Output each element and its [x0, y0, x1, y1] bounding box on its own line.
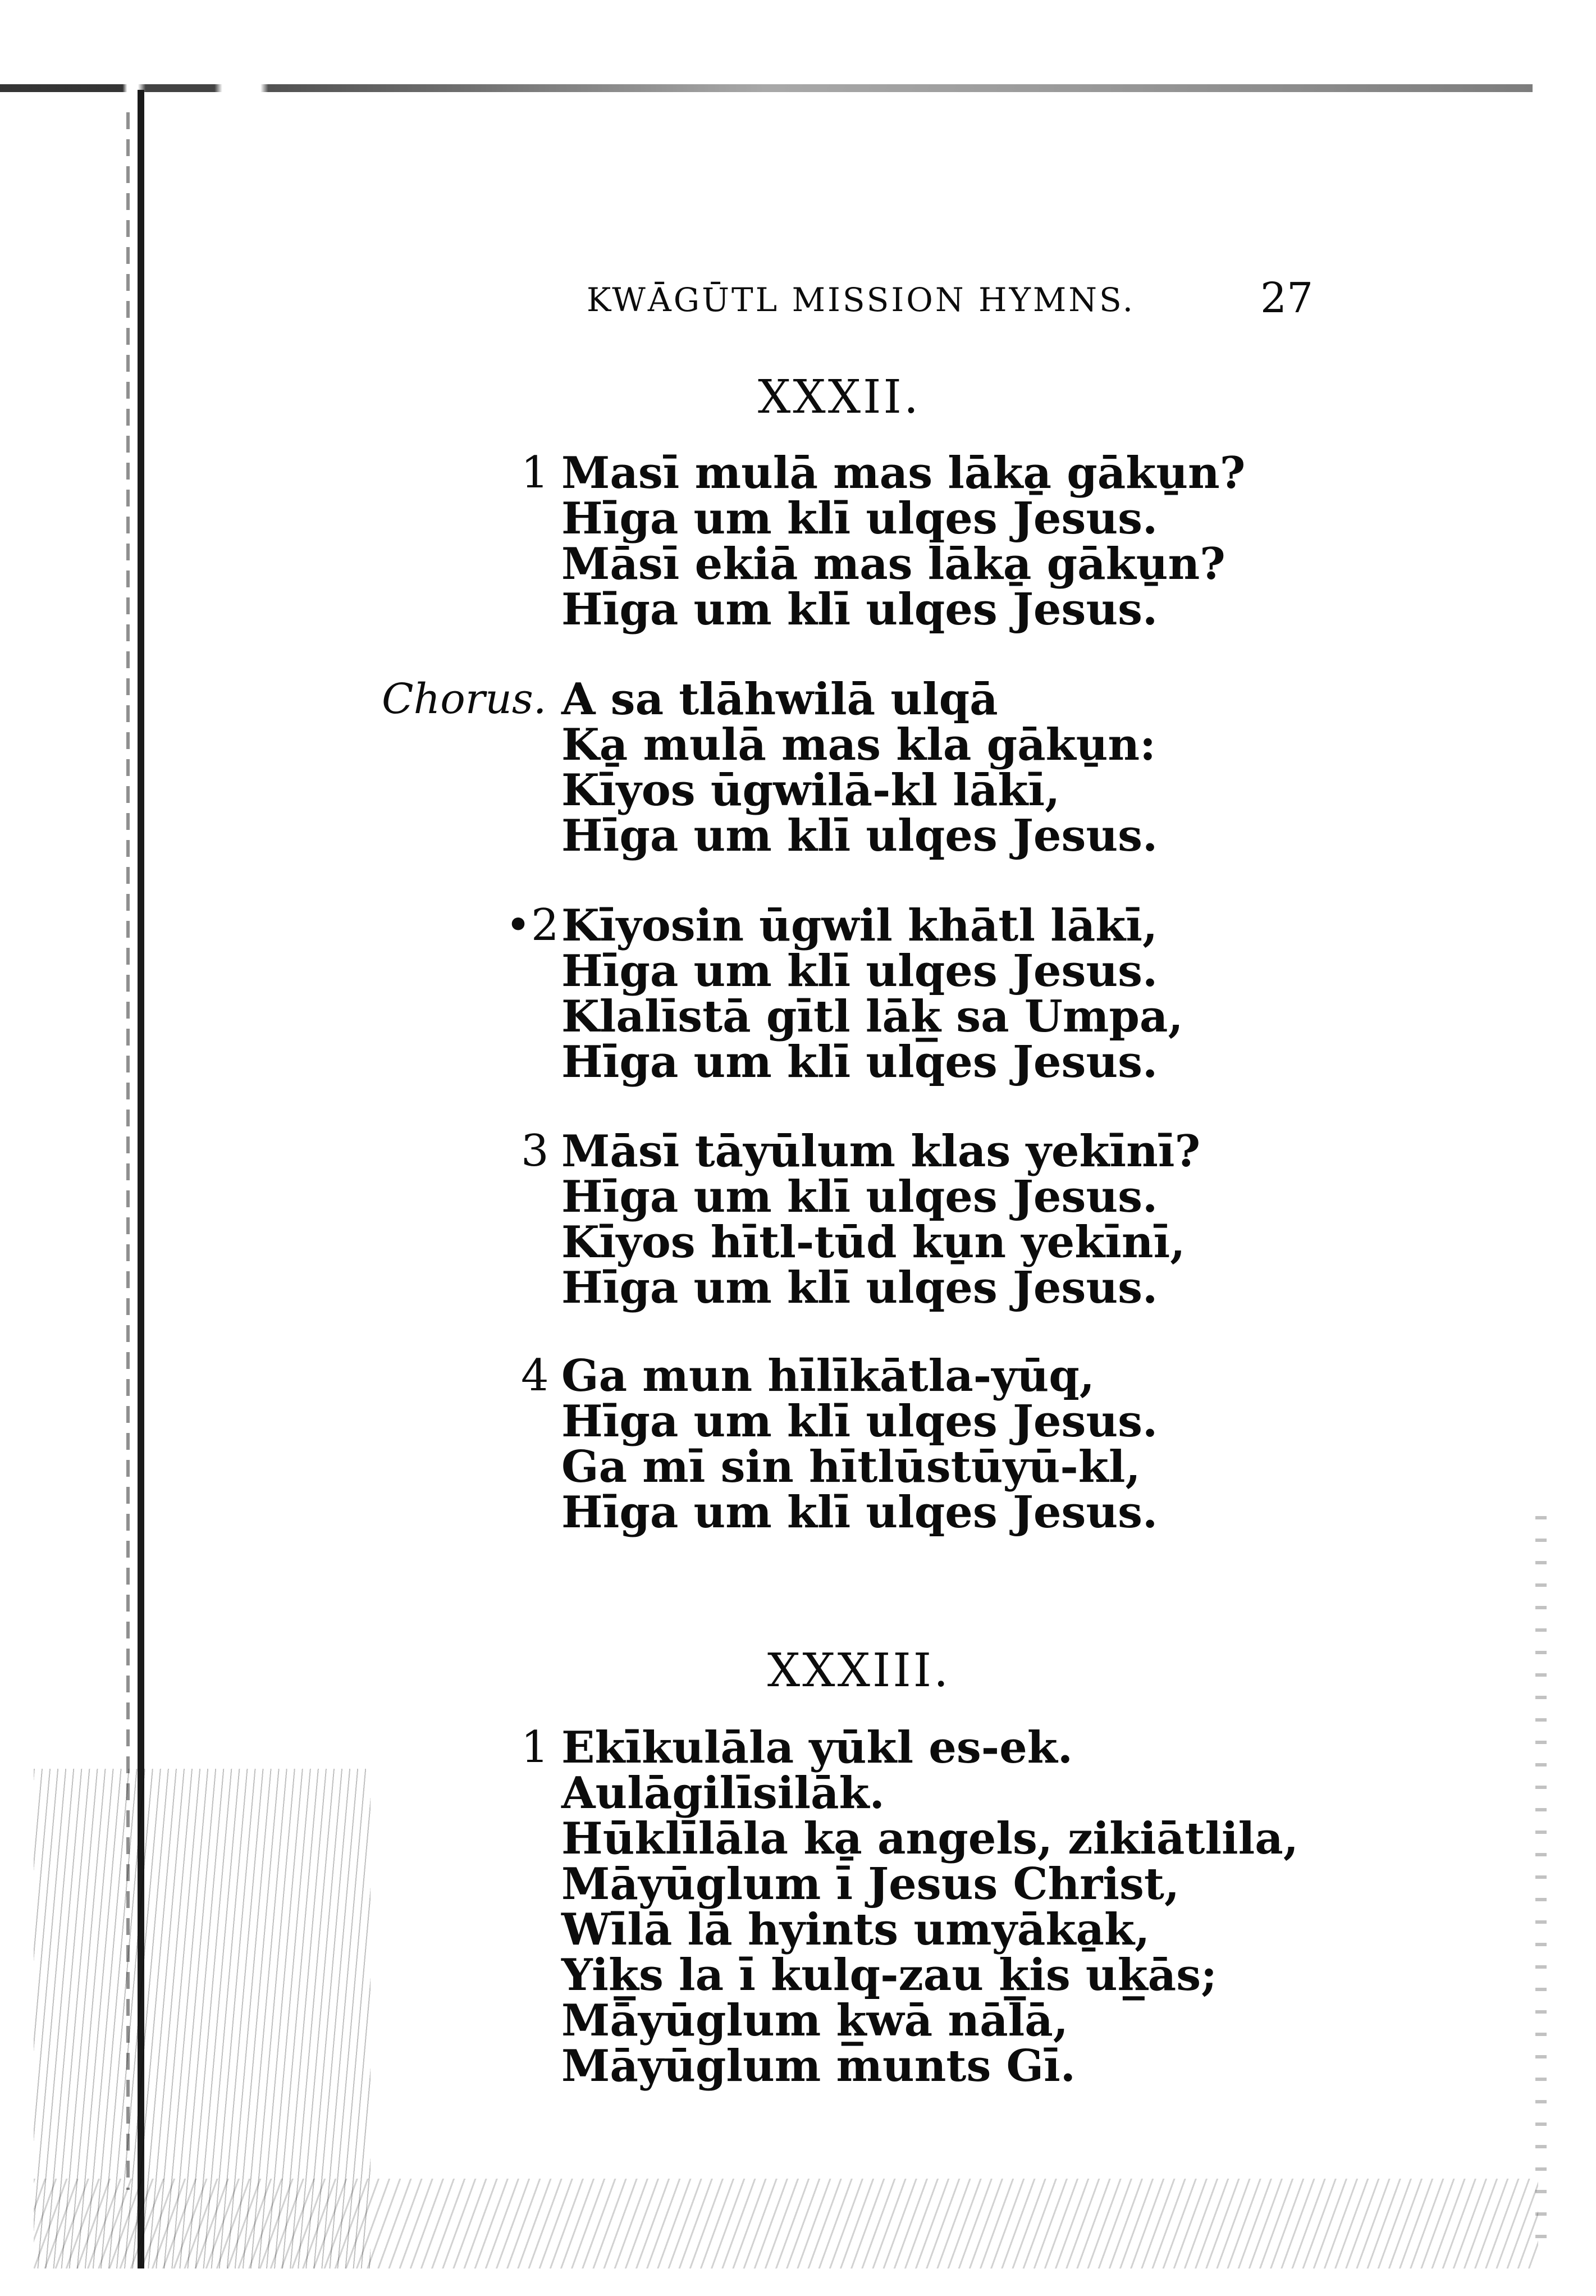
verse-line: Ga mun hīlīkātla-yūq, [561, 1350, 1095, 1402]
stanza-label: 1 [521, 1722, 549, 1773]
verse-line: Klalīstā gītl lāk̲ sa Umpa, [561, 991, 1183, 1042]
verse-line: Ka̱ mulā mas kla gāku̱n: [561, 719, 1156, 770]
hymn-number: XXXIII. [767, 1644, 951, 1697]
stanza-label: 1 [521, 448, 549, 498]
verse-line: Hūklīlāla ka̱ angels, zikiātlila, [561, 1813, 1298, 1864]
chorus [382, 674, 1158, 861]
chorus-label: Chorus. [382, 675, 547, 723]
verse-line: Māsī ekiā mas lāka̱ gāku̱n? [561, 538, 1225, 590]
verse-line: Hīga um klī ulqes Jesus. [561, 1171, 1158, 1222]
verse-line: Hīga um klī ulqes Jesus. [561, 584, 1158, 635]
stanza-label: 4 [521, 1350, 549, 1401]
page-number: 27 [1260, 274, 1314, 322]
stanza-label: 3 [521, 1126, 549, 1176]
stanza-3 [521, 1126, 1201, 1313]
verse-line: Māsī tāyūlum klas yekīnī? [561, 1126, 1201, 1177]
verse-line: Aulāgilīsilāk. [561, 1768, 885, 1819]
verse-line: Kīyos hītl-tūd ku̱n yekīnī, [561, 1217, 1186, 1268]
scan-edge-bottom [34, 2179, 1538, 2268]
verse-line: Yik̲s la ī kulq-zau k̲is uk̲ās; [561, 1950, 1217, 2001]
running-title: KWĀGŪTL MISSION HYMNS. [587, 281, 1136, 319]
verse-line: Hīga um klī ulqes Jesus. [561, 946, 1158, 997]
hymn-number: XXXII. [758, 371, 921, 424]
verse-line: Māyūglum ī Jesus Christ, [561, 1859, 1180, 1910]
verse-line: Hīga um klī ulqes Jesus. [561, 810, 1158, 861]
verse-line: Māyūglum k̲wā nālā, [561, 1995, 1068, 2046]
verse-line: Hīga um klī ulqes Jesus. [561, 1487, 1158, 1538]
stanza-1 [521, 1722, 1298, 2092]
verse-line: Ekīkulāla yūkl es-ek. [561, 1722, 1073, 1773]
stanza-1 [521, 448, 1246, 635]
stanza-label: •2 [505, 900, 559, 951]
stanza-2 [505, 900, 1183, 1088]
verse-line: Hīga um klī ulqes Jesus. [561, 493, 1158, 544]
scan-edge-top [0, 84, 1533, 92]
verse-line: Hīga um klī ulqes Jesus. [561, 1037, 1158, 1088]
verse-line: Masī mulā mas lāka̱ gāku̱n? [561, 448, 1246, 499]
verse-line: Kīyosin ūgwil khātl lākī, [561, 900, 1158, 951]
verse-line: Kīyos ūgwilā-kl lākī, [561, 765, 1060, 816]
verse-line: A sa tlāhwilā ulqā [561, 674, 998, 725]
stanza-4 [521, 1350, 1158, 1538]
verse-line: Wīlā lā hyints umyāka̱k, [561, 1904, 1150, 1955]
verse-line: Ga mī sin hītlūstūyū-kl, [561, 1441, 1141, 1492]
verse-line: Hīga um klī ulqes Jesus. [561, 1396, 1158, 1447]
verse-line: Māyūglum munts Gī. [561, 2041, 1076, 2092]
verse-line: Hīga um klī ulqes Jesus. [561, 1262, 1158, 1313]
scan-edge-right [1535, 1516, 1547, 2246]
